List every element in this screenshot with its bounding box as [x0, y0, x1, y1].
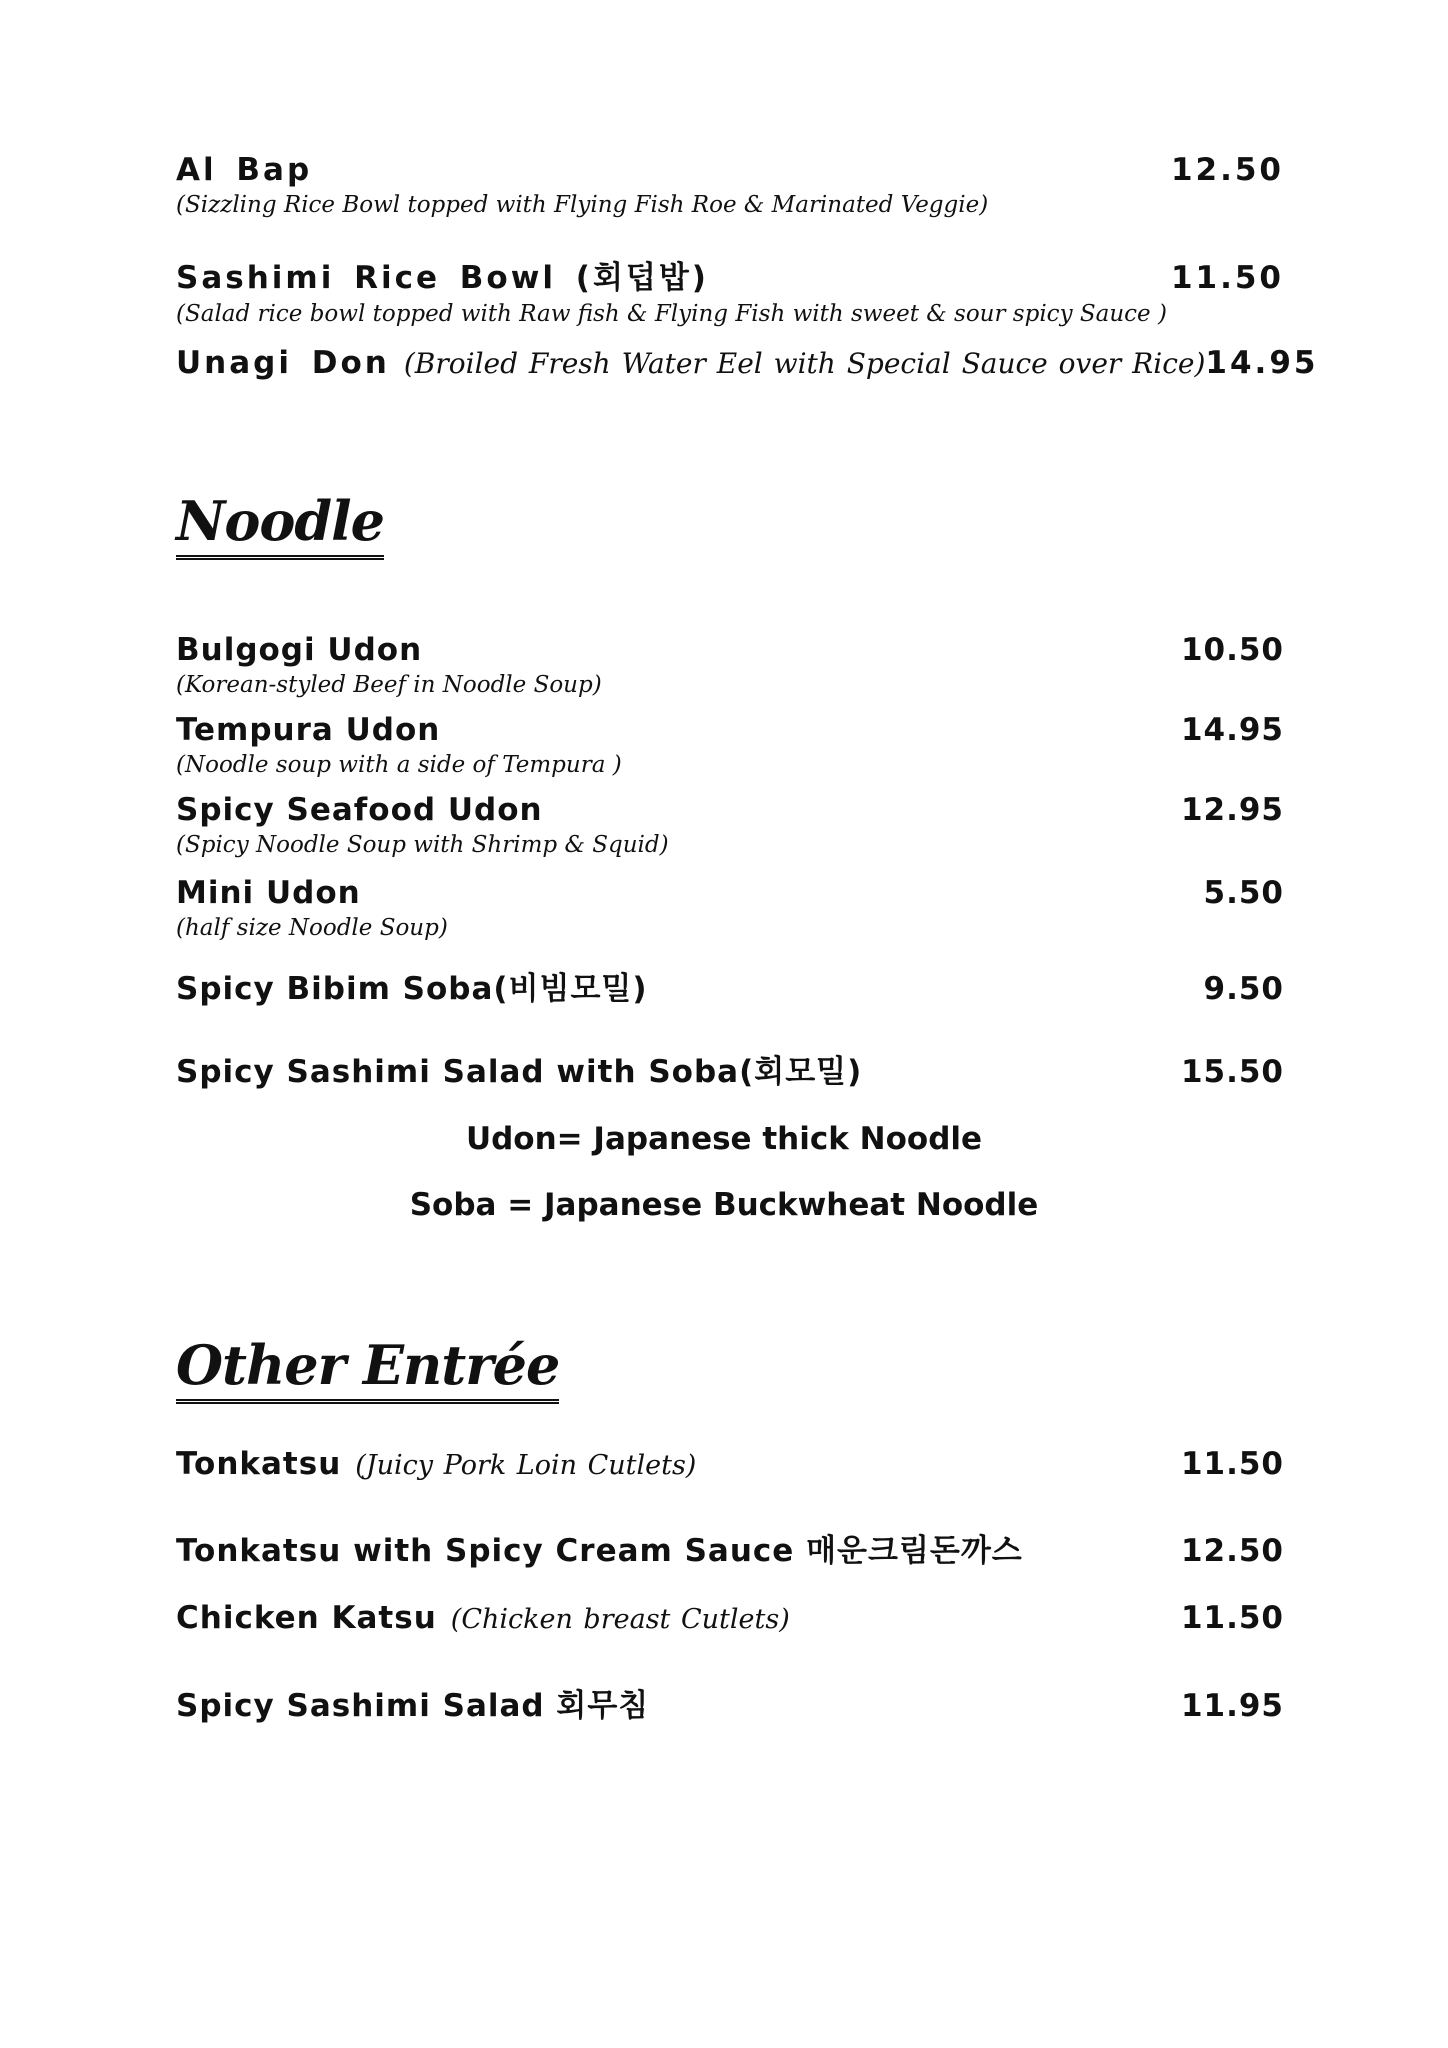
note-soba: Soba = Japanese Buckwheat Noodle [409, 1187, 1039, 1223]
menu-item-unagi-don [176, 345, 1319, 381]
item-name: Unagi Don [176, 345, 390, 381]
item-name: Mini Udon [176, 875, 361, 911]
item-price: 12.95 [1180, 792, 1284, 828]
item-description: (Sizzling Rice Bowl topped with Flying Fish Roe & Marinated Veggie) [176, 192, 989, 218]
item-name: Spicy Bibim Soba(비빔모밀) [176, 971, 648, 1007]
item-description: (Korean-styled Beef in Noodle Soup) [176, 672, 602, 698]
menu-item-sashimi-rice-bowl [176, 252, 1284, 327]
item-name: Sashimi Rice Bowl (회덥밥) [176, 260, 709, 296]
item-name: Tonkatsu [176, 1446, 342, 1482]
item-price: 12.50 [1170, 152, 1284, 188]
item-price: 15.50 [1180, 1054, 1284, 1090]
item-name: Tonkatsu with Spicy Cream Sauce 매운크림돈까스 [176, 1533, 1023, 1569]
menu-item-tonkatsu-spicy-cream [176, 1525, 1284, 1570]
item-description: (Juicy Pork Loin Cutlets) [355, 1450, 697, 1481]
item-name: Chicken Katsu [176, 1600, 437, 1636]
item-name: Bulgogi Udon [176, 632, 423, 668]
menu-item-spicy-seafood-udon [176, 792, 1284, 858]
item-description: (half size Noodle Soup) [176, 915, 448, 941]
menu-item-spicy-sashimi-salad [176, 1680, 1284, 1725]
menu-item-mini-udon [176, 875, 1284, 941]
item-description: (Noodle soup with a side of Tempura ) [176, 752, 622, 778]
menu-item-al-bap [176, 152, 1284, 218]
menu-item-bulgogi-udon [176, 632, 1284, 698]
menu-item-spicy-bibim-soba [176, 963, 1284, 1008]
note-udon: Udon= Japanese thick Noodle [465, 1121, 983, 1157]
item-description: (Salad rice bowl topped with Raw fish & Flying Fish with sweet & sour spicy Sauce ) [176, 301, 1167, 327]
item-name: Tempura Udon [176, 712, 441, 748]
item-price: 12.50 [1180, 1533, 1284, 1569]
item-description: (Broiled Fresh Water Eel with Special Sauce over Rice) [403, 347, 1206, 380]
section-title-noodle: Noodle [176, 492, 384, 560]
item-name: Spicy Seafood Udon [176, 792, 543, 828]
item-price: 11.50 [1180, 1446, 1284, 1482]
menu-item-chicken-katsu [176, 1600, 1284, 1636]
item-name: Al Bap [176, 152, 313, 188]
item-price: 11.50 [1180, 1600, 1284, 1636]
item-price: 14.95 [1205, 345, 1319, 381]
item-name: Spicy Sashimi Salad with Soba(회모밀) [176, 1054, 863, 1090]
item-price: 9.50 [1203, 971, 1284, 1007]
item-name: Spicy Sashimi Salad 회무침 [176, 1688, 650, 1724]
menu-item-spicy-sashimi-salad-soba [176, 1046, 1284, 1091]
item-price: 10.50 [1180, 632, 1284, 668]
item-description: (Chicken breast Cutlets) [450, 1604, 790, 1635]
item-description: (Spicy Noodle Soup with Shrimp & Squid) [176, 832, 669, 858]
section-title-other-entree: Other Entrée [176, 1336, 559, 1404]
menu-item-tempura-udon [176, 712, 1284, 778]
menu-item-tonkatsu [176, 1446, 1284, 1482]
item-price: 5.50 [1203, 875, 1284, 911]
item-price: 11.50 [1170, 260, 1284, 296]
item-price: 14.95 [1180, 712, 1284, 748]
item-price: 11.95 [1180, 1688, 1284, 1724]
